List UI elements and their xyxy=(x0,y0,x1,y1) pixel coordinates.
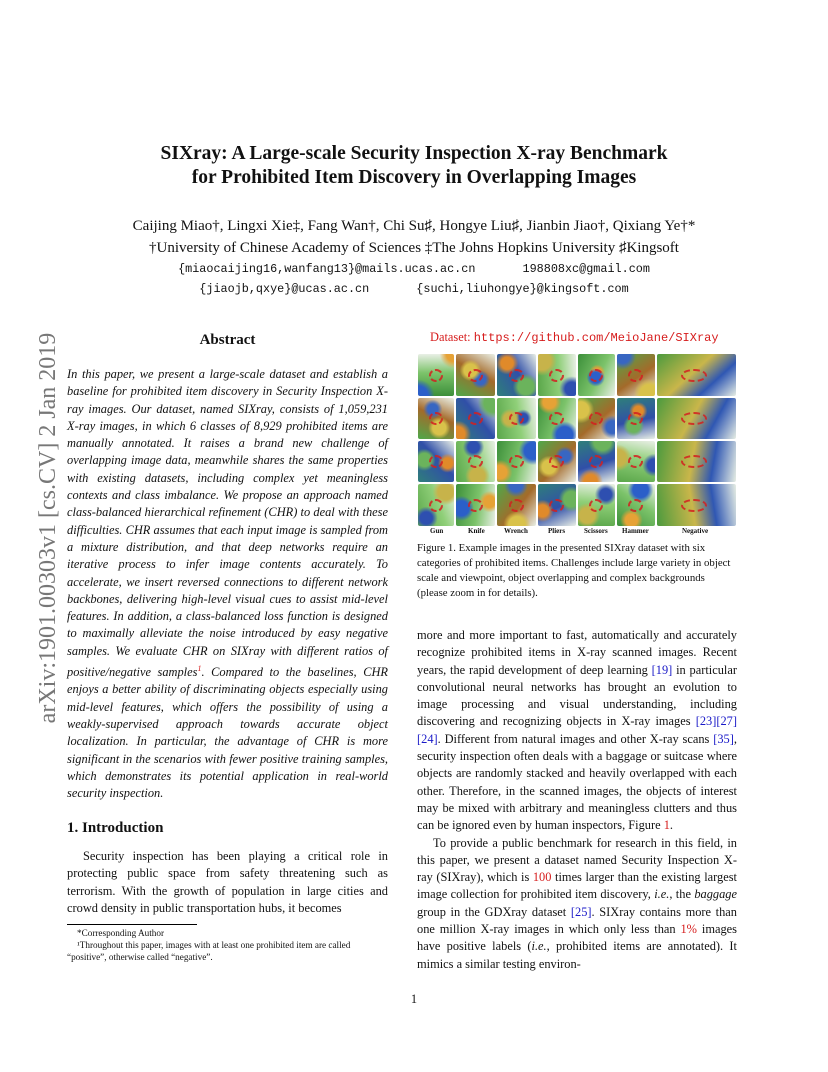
right-column-body xyxy=(417,627,737,973)
xray-thumbnail xyxy=(497,484,536,526)
xray-thumbnail xyxy=(578,484,615,526)
dataset-label: Dataset: xyxy=(430,330,471,344)
xray-thumbnail xyxy=(617,354,655,396)
author-list: Caijing Miao†, Lingxi Xie‡, Fang Wan†, Chi Su♯, Hongye Liu♯, Jianbin Jiao†, Qixiang Ye†* xyxy=(132,218,696,234)
category-label: Gun xyxy=(430,527,444,535)
xray-thumbnail xyxy=(617,484,655,526)
email-gmail: 198808xc@gmail.com xyxy=(522,262,650,276)
abstract-text: In this paper, we present a large-scale dataset and establish a baseline for prohibited item discovery in Security Inspection X-ray images. Our dataset, named SIXray, consists of 1,059,231 X-ray images, in which 6 classes of 8,929 prohibited items are manually annotated. It raises a brand new challenge of overlapping image data, meanwhile shares the same properties with existing datasets, including complex yet meaningless contexts and class imbalance. We propose an approach named class-balanced hierarchical refinement (CHR) to deal with these difficulties. CHR assumes that each input image is sampled from a mixture distribution, and that deep networks require an iterative process to infer image contents accurately. To accelerate, we insert reversed connections to different network backbones, delivering high-level visual cues to assist mid-level features. In addition, a class-balanced loss function is designed to maximally alleviate the noise introduced by easy negative samples. We evaluate CHR on SIXray with different ratios of positive/negative samples xyxy=(67,367,388,680)
xray-thumbnail xyxy=(657,398,736,439)
email-ucas: {jiaojb,qxye}@ucas.ac.cn xyxy=(199,282,370,296)
citation-link[interactable]: [23] xyxy=(695,714,717,729)
citation-link[interactable]: [27] xyxy=(716,714,737,729)
emails-row1 xyxy=(0,259,828,279)
email-ucas-mails: {miaocaijing16,wanfang13}@mails.ucas.ac.cn xyxy=(178,262,476,276)
xray-thumbnail xyxy=(456,484,495,526)
category-label: Scissors xyxy=(584,527,608,535)
xray-thumbnail xyxy=(617,441,655,482)
intro-paragraph-2: To provide a public benchmark for research in this field, in this paper, we present a dataset named Security Inspection X-ray (SIXray), which is 100 times larger than the existing largest image collection for prohibited item discovery, i.e., the baggage group in the GDXray dataset [25]. SIXray contains more than one million X-ray images in which only less than 1% images have positive labels (i.e., prohibited items are annotated). It mimics a similar testing environ- xyxy=(417,835,737,971)
abstract-text-tail: . Compared to the baselines, CHR enjoys a better ability of discriminating objects especially using mid-level features, which offers the possibility of using a weakly-supervised approach towards accurate object localization. In particular, the advantage of CHR is more significant in the scenarios with fewer positive training samples, which demonstrates its potential application in real-world security inspection. xyxy=(67,665,388,801)
category-label: Wrench xyxy=(504,527,528,535)
abstract-heading: Abstract xyxy=(199,332,256,348)
figure-caption: Figure 1. Example images in the presented SIXray dataset with six categories of prohibited items. Challenges include large variety in object scale and viewpoint, object overlapping and complex backgrounds (please zoom in for details). xyxy=(417,542,731,599)
xray-thumbnail xyxy=(538,441,576,482)
citation-link[interactable]: [24] xyxy=(417,731,438,746)
affiliations: †University of Chinese Academy of Sciences ‡The Johns Hopkins University ♯Kingsoft xyxy=(149,240,679,256)
figure-category-labels xyxy=(418,527,736,539)
xray-thumbnail xyxy=(538,484,576,526)
figure-dataset-label xyxy=(430,330,719,345)
xray-thumbnail xyxy=(538,354,576,396)
emails-row2 xyxy=(0,279,828,299)
xray-thumbnail xyxy=(657,354,736,396)
citation-link[interactable]: [25] xyxy=(570,904,592,919)
footnote-marker[interactable]: 1 xyxy=(197,664,202,674)
arxiv-stamp: arXiv:1901.00303v1 [cs.CV] 2 Jan 2019 xyxy=(35,332,61,724)
xray-thumbnail xyxy=(617,398,655,439)
category-label: Negative xyxy=(682,527,709,535)
page-number: 1 xyxy=(410,992,418,1006)
paper-title-line2: for Prohibited Item Discovery in Overlapping Images xyxy=(191,167,637,188)
xray-thumbnail xyxy=(456,441,495,482)
dataset-url-link[interactable]: https://github.com/MeioJane/SIXray xyxy=(473,331,719,345)
figure-image-grid xyxy=(418,354,736,526)
xray-thumbnail xyxy=(497,441,536,482)
xray-thumbnail xyxy=(657,484,736,526)
footnote-rule xyxy=(67,924,197,925)
footnotes xyxy=(67,927,388,963)
citation-link[interactable]: [19] xyxy=(651,662,673,677)
intro-paragraph-continued: more and more important to fast, automatically and accurately recognize prohibited items in X-ray scanned images. Recent years, the rapid development of deep learning [19] in particular convolutional neural networks has brought an evolution to image processing and visual understanding, including discovering and recognizing objects in X-ray images [23][27][24]. Different from natural images and other X-ray scans [35], security inspection often deals with a baggage or suitcase where objects are randomly stacked and heavily overlapped with each other. Therefore, in the scanned images, the objects of interest may be mixed with arbitrary and meaningless clutters and thus can be ignored even by human inspectors, Figure 1. xyxy=(417,628,737,833)
xray-thumbnail xyxy=(497,398,536,439)
intro-paragraph: Security inspection has been playing a critical role in protecting public space from safety threatening such as terrorism. With the growth of population in large cities and crowd density in public transportation hubs, it becomes xyxy=(67,849,388,915)
xray-thumbnail xyxy=(578,441,615,482)
email-kingsoft: {suchi,liuhongye}@kingsoft.com xyxy=(416,282,629,296)
xray-thumbnail xyxy=(538,398,576,439)
xray-thumbnail xyxy=(418,441,454,482)
xray-thumbnail xyxy=(578,354,615,396)
xray-thumbnail xyxy=(418,354,454,396)
citation-link[interactable]: [35] xyxy=(713,731,734,746)
category-label: Pliers xyxy=(548,527,566,535)
paper-title-line1: SIXray: A Large-scale Security Inspection X-ray Benchmark xyxy=(160,143,668,164)
xray-thumbnail xyxy=(497,354,536,396)
xray-thumbnail xyxy=(456,398,495,439)
xray-thumbnail xyxy=(456,354,495,396)
xray-thumbnail xyxy=(418,398,454,439)
footnote-positive-negative: ¹Throughout this paper, images with at least one prohibited item are called “positive”, otherwise called “negative”. xyxy=(67,940,351,962)
category-label: Hammer xyxy=(622,527,649,535)
category-label: Knife xyxy=(468,527,485,535)
xray-thumbnail xyxy=(657,441,736,482)
xray-thumbnail xyxy=(578,398,615,439)
abstract-body xyxy=(67,366,388,803)
xray-thumbnail xyxy=(418,484,454,526)
footnote-corresponding: *Corresponding Author xyxy=(77,928,165,938)
figure-ref-link[interactable]: 1 xyxy=(663,818,670,833)
section-heading-introduction: 1. Introduction xyxy=(67,820,164,836)
